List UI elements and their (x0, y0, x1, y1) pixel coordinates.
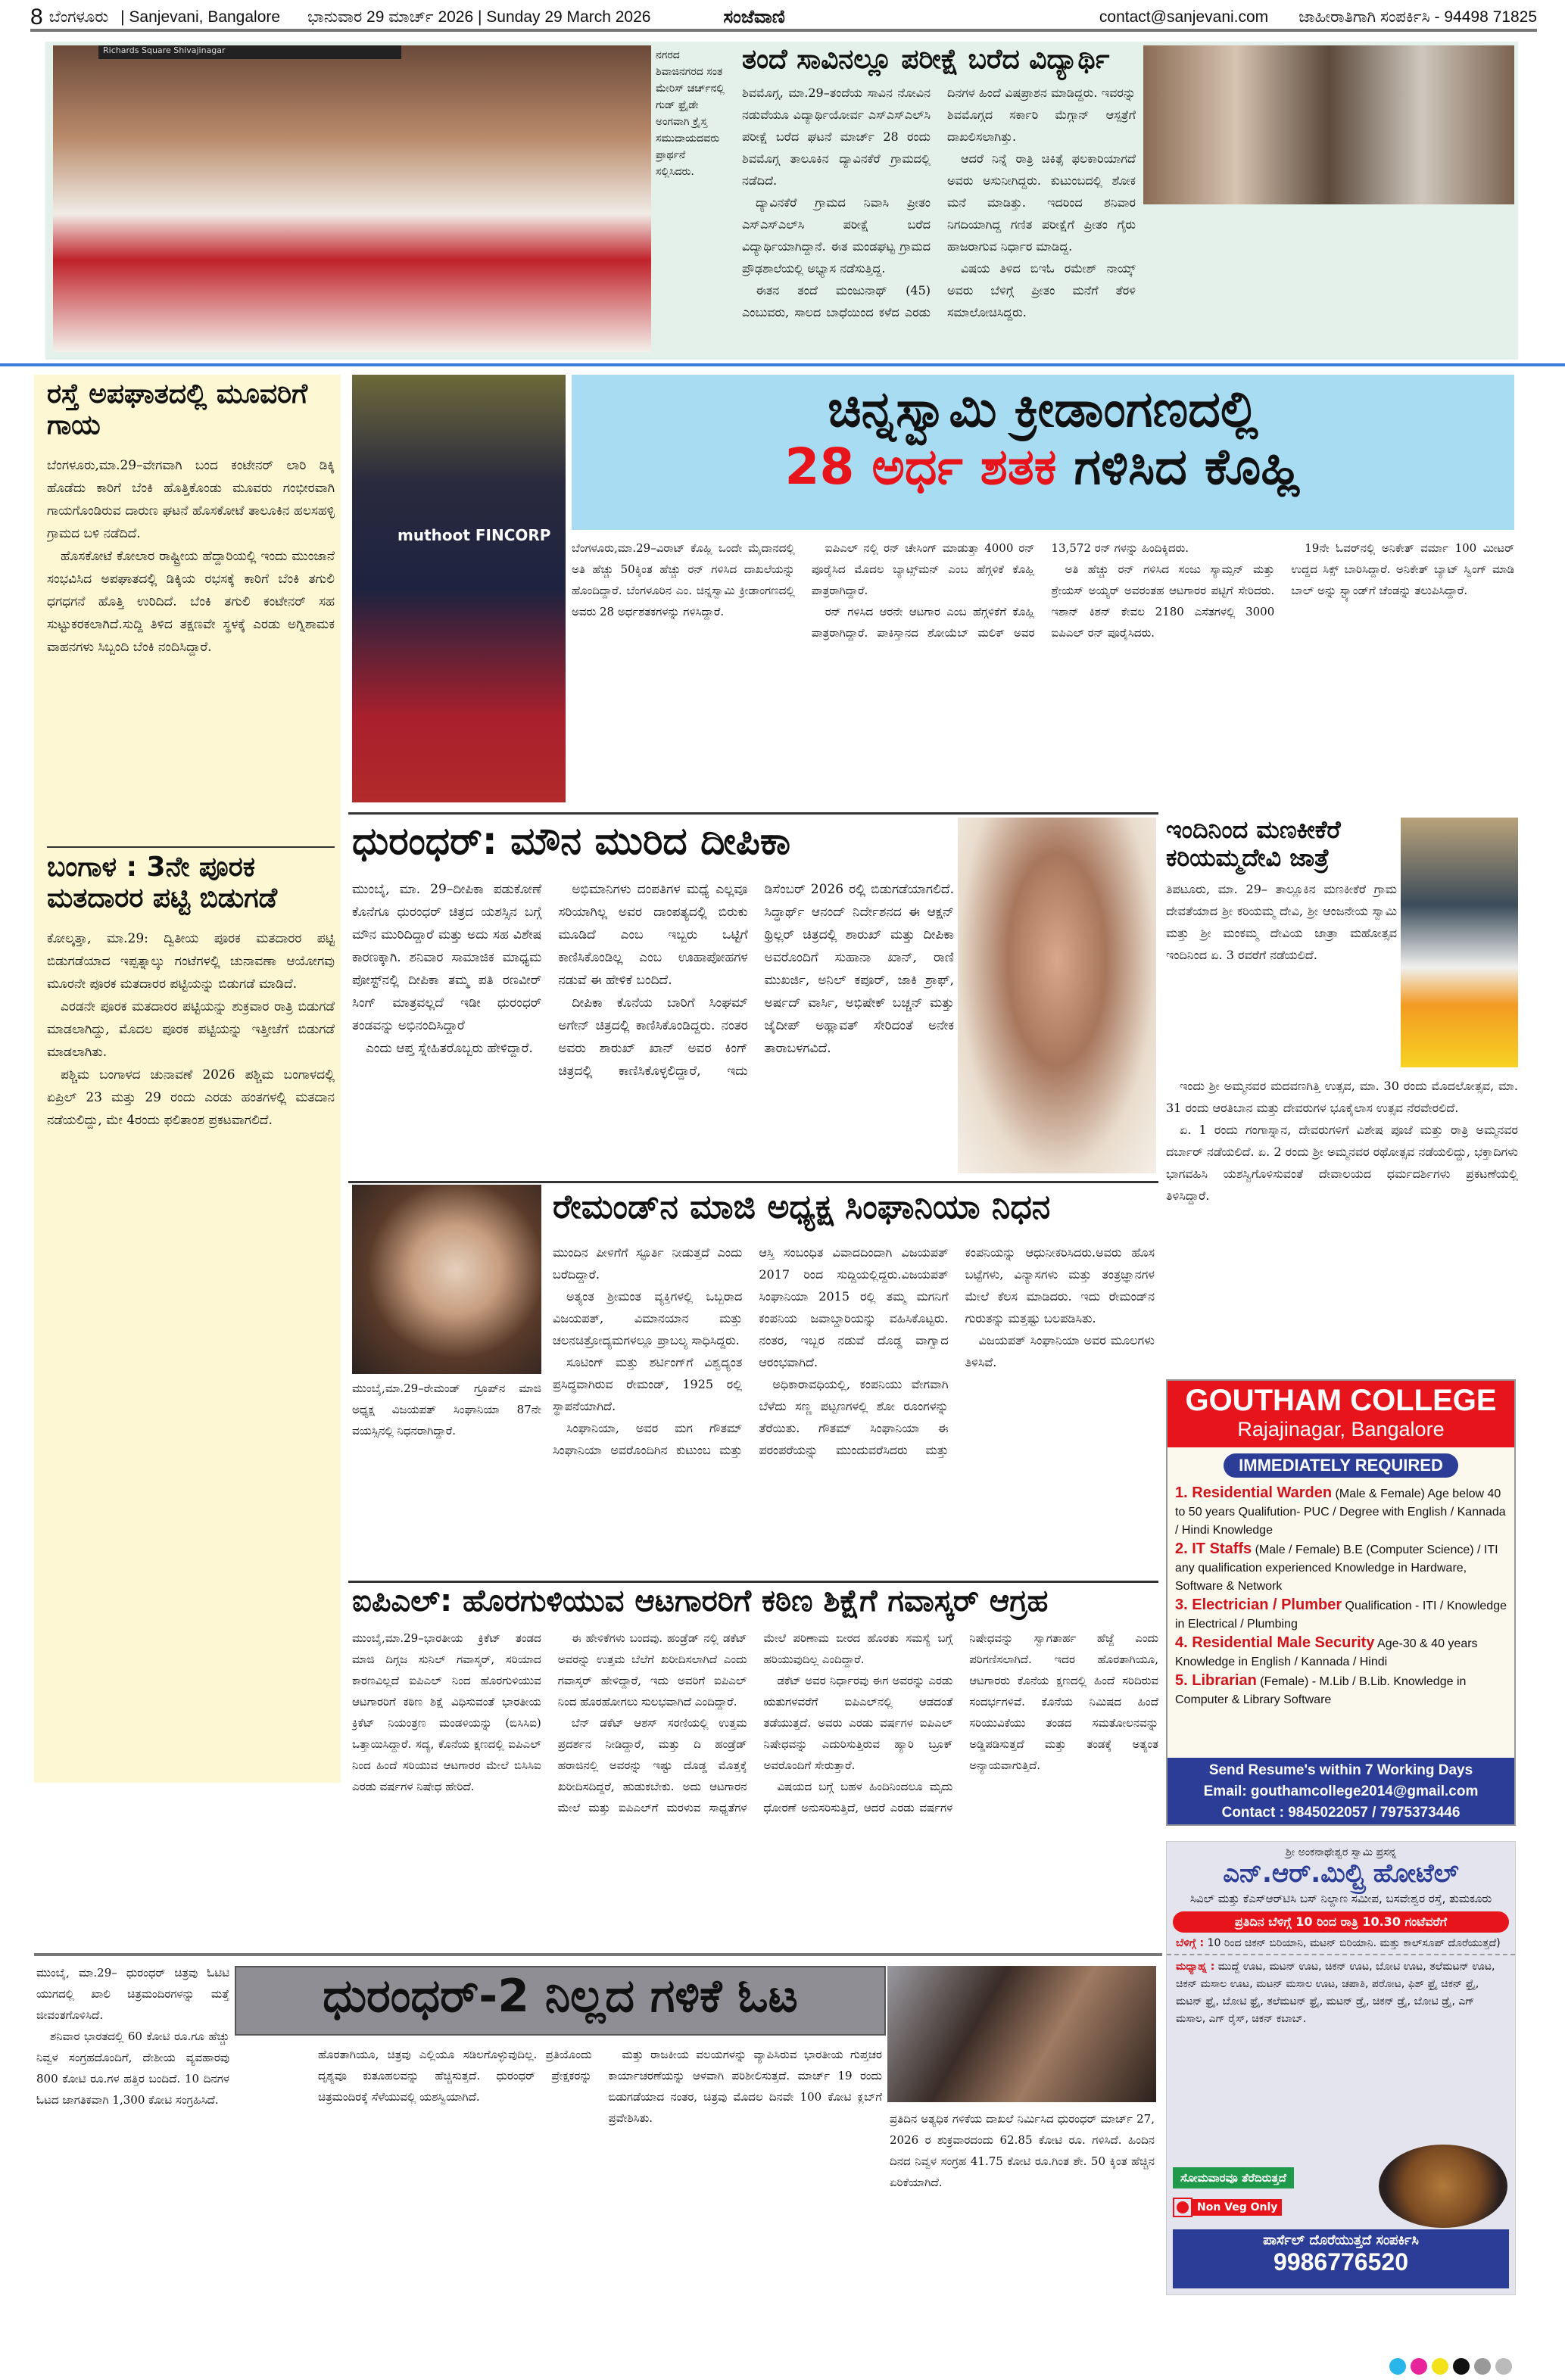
paragraph: ದೀಪಿಕಾ ಕೊನೆಯ ಬಾರಿಗೆ ಸಿಂಘಮ್ ಅಗೇನ್ ಚಿತ್ರದಲ್ಲಿ ಕಾಣಿಸಿಕೊಂಡಿದ್ದರು. ನಂತರ ಅವರು ಶಾರುಖ್ ಖಾನ್ ಅವರ ಕಿಂಗ್ ಚಿತ್ರದಲ್ಲಿ ಕಾಣಿಸಿಕೊಳ್ಳಲಿದ್ದಾರೆ, ಇದು ಡಿಸೆಂಬರ್ 2026 ರಲ್ಲಿ ಬಿಡುಗಡೆಯಾಗಲಿದೆ. ಸಿದ್ಧಾರ್ಥ್ ಆನಂದ್ ನಿರ್ದೇಶನದ ಈ ಆಕ್ಷನ್ ಥ್ರಿಲ್ಲರ್ ಚಿತ್ರದಲ್ಲಿ ಶಾರುಖ್ ಮತ್ತು ದೀಪಿಕಾ ಅವರೊಂದಿಗೆ ಸುಹಾನಾ ಖಾನ್, ರಾಣಿ ಮುಖರ್ಜಿ, ಅನಿಲ್ ಕಪೂರ್, ಜಾಕಿ ಶ್ರಾಫ್, ಅರ್ಷದ್ ವಾರ್ಸಿ, ಅಭಿಷೇಕ್ ಬಚ್ಚನ್ ಮತ್ತು ಜೈದೀಪ್ ಅಹ್ಲಾವತ್ ಸೇರಿದಂತೆ ಅನೇಕ ತಾರಾಬಳಗವಿದೆ. (558, 882, 954, 1079)
deepika-article (352, 878, 954, 1177)
raymond-caption: ಮುಂಬೈ,ಮಾ.29–ರೇಮಂಡ್ ಗ್ರೂಪ್‌ನ ಮಾಜಿ ಅಧ್ಯಕ್ಷ ವಿಜಯಪತ್ ಸಿಂಘಾನಿಯಾ 87ನೇ ವಯಸ್ಸಿನಲ್ಲಿ ನಿಧನರಾಗಿದ್ದಾರೆ. (352, 1382, 541, 1438)
student-article (742, 82, 1136, 354)
paragraph: ಮುಂಬೈ,ಮಾ.29–ಭಾರತೀಯ ಕ್ರಿಕೆಟ್ ತಂಡದ ಮಾಜಿ ದಿಗ್ಗಜ ಸುನಿಲ್ ಗವಾಸ್ಕರ್, ಸರಿಯಾದ ಕಾರಣವಿಲ್ಲದೆ ಐಪಿಎಲ್ ನಿಂದ ಹೊರಗುಳಿಯುವ ಆಟಗಾರರಿಗೆ ಕಠಿಣ ಶಿಕ್ಷೆ ವಿಧಿಸುವಂತೆ ಭಾರತೀಯ ಕ್ರಿಕೆಟ್ ನಿಯಂತ್ರಣ ಮಂಡಳಿಯನ್ನು (ಬಿಸಿಸಿಐ) ಒತ್ತಾಯಿಸಿದ್ದಾರೆ. ಸದ್ಯ, ಕೊನೆಯ ಕ್ಷಣದಲ್ಲಿ ಐಪಿಎಲ್ ನಿಂದ ಹಿಂದೆ ಸರಿಯುವ ಆಟಗಾರರ ಮೇಲೆ ಬಿಸಿಸಿಐ ಎರಡು ವರ್ಷಗಳ ನಿಷೇಧ ಹೇರಿದೆ. (352, 1631, 541, 1793)
dhurandhar2-headline-box (235, 1966, 886, 2036)
masthead-logo: ಸಂಜೆವಾಣಿ (723, 7, 785, 27)
paragraph: ವಿಷಯ ತಿಳಿದ ಬಿಇಓ ರಮೇಶ್ ನಾಯ್ಕ್ ಅವರು ಬೆಳಿಗ್ಗೆ ಪ್ರೀತಂ ಮನೆಗೆ ತೆರಳಿ ಸಮಾಲೋಚಿಸಿದ್ದರು. (947, 261, 1136, 319)
paragraph: ಬೆನ್ ಡಕೆಟ್ ಆಶಸ್ ಸರಣಿಯಲ್ಲಿ ಉತ್ತಮ ಪ್ರದರ್ಶನ ನೀಡಿದ್ದಾರೆ, ಮತ್ತು ದಿ ಹಂಡ್ರೆಡ್ ಹರಾಜಿನಲ್ಲಿ ಅವರನ್ನು ಇಷ್ಟು ದೊಡ್ಡ ಮೊತ್ತಕ್ಕೆ ಖರೀದಿಸದಿದ್ದರೆ, ಹುಡುಕಬೇಕು. ಅದು ಆಟಗಾರನ ಮೇಲೆ ಮತ್ತು ಐಪಿಎಲ್‌ಗೆ ಮರಳುವ ಸಾಧ್ಯತೆಗಳ ಮೇಲೆ ಪರಿಣಾಮ ಬೀರದ ಹೊರತು ಸಮಸ್ಯೆ ಬಗ್ಗೆ ಹರಿಯುವುದಿಲ್ಲ ಎಂದಿದ್ದಾರೆ. (557, 1631, 953, 1815)
ad-email[interactable]: Email: gouthamcollege2014@gmail.com (1203, 1783, 1479, 1799)
ad-badge: IMMEDIATELY REQUIRED (1224, 1453, 1458, 1478)
dhurandhar2-lead (36, 1962, 229, 2303)
ad-title: GOUTHAM COLLEGE (1185, 1384, 1497, 1417)
paragraph: ಸಿಂಘಾನಿಯಾ, ಅವರ ಮಗ ಗೌತಮ್ ಸಿಂಘಾನಿಯಾ ಅವರೊಂದಿಗಿನ ಕುಟುಂಬ ಮತ್ತು ಆಸ್ತಿ ಸಂಬಂಧಿತ ವಿವಾದದಿಂದಾಗಿ ವಿಜಯಪತ್ 2017 ರಿಂದ ಸುದ್ದಿಯಲ್ಲಿದ್ದರು.ವಿಜಯಪತ್ ಸಿಂಘಾನಿಯಾ 2015 ರಲ್ಲಿ ತಮ್ಮ ಮಗನಿಗೆ ಕಂಪನಿಯ ಜವಾಬ್ದಾರಿಯನ್ನು ವಹಿಸಿಕೊಟ್ಟರು. ನಂತರ, ಇಬ್ಬರ ನಡುವೆ ದೊಡ್ಡ ವಾಗ್ವಾದ ಆರಂಭವಾಗಿದೆ. (553, 1245, 949, 1457)
hotel-blessing: ಶ್ರೀ ಅಂಕನಾಥೇಶ್ವರ ಸ್ವಾಮಿ ಪ್ರಸನ್ನ (1285, 1846, 1397, 1858)
paragraph: ಅತ್ಯಂತ ಶ್ರೀಮಂತ ವ್ಯಕ್ತಿಗಳಲ್ಲಿ ಒಬ್ಬರಾದ ವಿಜಯಪತ್, ವಿಮಾನಯಾನ ಮತ್ತು ಚಲನಚಿತ್ರೋದ್ಯಮಗಳಲ್ಲೂ ಪ್ರಾಬಲ್ಯ ಸಾಧಿಸಿದ್ದರು. (553, 1289, 743, 1347)
paragraph: ಮುಂಬೈ, ಮಾ. 29–ದೀಪಿಕಾ ಪಡುಕೋಣೆ ಕೊನೆಗೂ ಧುರಂಧರ್ ಚಿತ್ರದ ಯಶಸ್ಸಿನ ಬಗ್ಗೆ ಮೌನ ಮುರಿದಿದ್ದಾರೆ ಮತ್ತು ಅದು ಸಹ ವಿಶೇಷ ಕಾರಣಕ್ಕಾಗಿ. ಶನಿವಾರ ಸಾಮಾಜಿಕ ಮಾಧ್ಯಮ ಪೋಸ್ಟ್‌ನಲ್ಲಿ ದೀಪಿಕಾ ತಮ್ಮ ಪತಿ ರಣವೀರ್ ಸಿಂಗ್ ಮಾತ್ರವಲ್ಲದೆ ಇಡೀ ಧುರಂಧರ್ ತಂಡವನ್ನು ಅಭಿನಂದಿಸಿದ್ದಾರೆ (352, 882, 542, 1033)
paragraph: ಮುಂದಿನ ಪೀಳಿಗೆಗೆ ಸ್ಫೂರ್ತಿ ನೀಡುತ್ತದೆ ಎಂದು ಬರೆದಿದ್ದಾರೆ. (553, 1245, 743, 1282)
paragraph: ಕೋಲ್ಕತ್ತಾ, ಮಾ.29: ದ್ವಿತೀಯ ಪೂರಕ ಮತದಾರರ ಪಟ್ಟಿ ಬಿಡುಗಡೆಯಾದ ಇಪ್ಪತ್ನಾಲ್ಕು ಗಂಟೆಗಳಲ್ಲಿ ಚುನಾವಣಾ ಆಯೋಗವು ಮೂರನೇ ಪೂರಕ ಮತದಾರರ ಪಟ್ಟಿಯನ್ನು ಬಿಡುಗಡೆ ಮಾಡಿದೆ. (47, 931, 335, 992)
paragraph: ಪ್ರತಿದಿನ ಅತ್ಯಧಿಕ ಗಳಿಕೆಯ ದಾಖಲೆ ನಿರ್ಮಿಸಿದ ಧುರಂಧರ್ ಮಾರ್ಚ್ 27, 2026 ರ ಶುಕ್ರವಾರದಂದು 62.85 ಕೋಟಿ ರೂ. ಗಳಿಸಿದೆ. ಹಿಂದಿನ ದಿನದ ನಿವ್ವಳ ಸಂಗ್ರಹ 41.75 ಕೋಟಿ ರೂ.ಗಿಂತ ಶೇ. 50 ಕ್ಕಿಂತ ಹೆಚ್ಚಿನ ಏರಿಕೆಯಾಗಿದೆ. (890, 2112, 1155, 2189)
hotel-parcel: ಪಾರ್ಸೆಲ್ ದೊರೆಯುತ್ತದೆ ಸಂಪರ್ಕಿಸಿ (1263, 2232, 1419, 2248)
paragraph: ಎರಡನೇ ಪೂರಕ ಮತದಾರರ ಪಟ್ಟಿಯನ್ನು ಶುಕ್ರವಾರ ರಾತ್ರಿ ಬಿಡುಗಡೆ ಮಾಡಲಾಗಿದ್ದು, ಮೊದಲ ಪೂರಕ ಪಟ್ಟಿಯನ್ನು ಇತ್ತೀಚೆಗೆ ಬಿಡುಗಡೆ ಮಾಡಲಾಗಿತು. (47, 999, 335, 1060)
bengal-article (47, 927, 335, 1775)
paragraph: ಇಂದು ಶ್ರೀ ಅಮ್ಮನವರ ಮದವಣಗಿತ್ತಿ ಉತ್ಸವ, ಮಾ. 30 ರಂದು ಮೊದಲೋತ್ಸವ, ಮಾ. 31 ರಂದು ಆರತಿಬಾನ ಮತ್ತು ದೇವರುಗಳ ಭೂಕೈಲಾಸ ಉತ್ಸವ ನೆರವೇರಲಿದೆ. (1166, 1079, 1518, 1115)
kohli-photo (352, 375, 566, 802)
paragraph: ಈ ಹೇಳಿಕೆಗಳು ಬಂದವು. ಹಂಡ್ರೆಡ್ ನಲ್ಲಿ ಡಕೆಟ್ ಅವರನ್ನು ಉತ್ತಮ ಬೆಲೆಗೆ ಖರೀದಿಸಲಾಗಿದೆ ಎಂದು ಗವಾಸ್ಕರ್ ಹೇಳಿದ್ದಾರೆ, ಇದು ಅವರಿಗೆ ಐಪಿಎಲ್ ನಿಂದ ಹೊರಹೋಗಲು ಸುಲಭವಾಗಿದೆ ಎಂದಿದ್ದಾರೆ. (557, 1631, 747, 1709)
paragraph: ಪಶ್ಚಿಮ ಬಂಗಾಳದ ಚುನಾವಣೆ 2026 ಪಶ್ಚಿಮ ಬಂಗಾಳದಲ್ಲಿ ಏಪ್ರಿಲ್ 23 ಮತ್ತು 29 ರಂದು ಎರಡು ಹಂತಗಳಲ್ಲಿ ಮತದಾನ ನಡೆಯಲಿದ್ದು, ಮೇ 4ರಂದು ಫಲಿತಾಂಶ ಪ್ರಕಟವಾಗಲಿದೆ. (47, 1067, 335, 1128)
accident-article (47, 454, 335, 840)
hotel-morning: ಬೆಳಿಗ್ಗೆ : 10 ರಿಂದ ಚಿಕನ್ ಬಿರಿಯಾನಿ, ಮಟನ್ ಬಿರಿಯಾನಿ. ಮತ್ತು ಕಾಲ್‌ಸೂಪ್ ದೊರೆಯುತ್ತದೆ) (1167, 1936, 1515, 1955)
edition: | Sanjevani, Bangalore (120, 8, 281, 26)
position-item: 3. Electrician / Plumber Qualification - ITI / Knowledge in Electrical / Plumbing (1175, 1597, 1507, 1631)
paragraph: 19ನೇ ಓವರ್‌ನಲ್ಲಿ ಅನಿಕೇತ್ ವರ್ಮಾ 100 ಮೀಟರ್ ಉದ್ದದ ಸಿಕ್ಸ್ ಬಾರಿಸಿದ್ದಾರೆ. ಅನಿಕೇತ್ ಬ್ಯಾಟ್ ಸ್ವಿಂಗ್ ಮಾಡಿ ಬಾಲ್ ಅನ್ನು ಸ್ಟ್ಯಾಂಡ್‌ಗೆ ಚೆಂಡನ್ನು ತಲುಪಿಸಿದ್ದಾರೆ. (1291, 541, 1514, 597)
goutham-college-ad (1166, 1379, 1516, 1826)
paragraph: ಏ. 1 ರಂದು ಗಂಗಾಸ್ನಾನ, ದೇವರುಗಳಿಗೆ ವಿಶೇಷ ಪೂಜೆ ಮತ್ತು ರಾತ್ರಿ ಅಮ್ಮನವರ ದರ್ಬಾರ್ ನಡೆಯಲಿದೆ. ಏ. 2 ರಂದು ಶ್ರೀ ಅಮ್ಮನವರ ರಥೋತ್ಸವ ನಡೆಯಲಿದ್ದು, ಭಕ್ತಾದಿಗಳು ಭಾಗವಹಿಸಿ ಯಶಸ್ವಿಗೊಳಿಸುವಂತೆ ದೇವಾಲಯದ ಧರ್ಮದರ್ಶಿಗಳು ಪ್ರಕಟಣೆಯಲ್ಲಿ ತಿಳಿಸಿದ್ದಾರೆ. (1166, 1123, 1518, 1203)
ad-contact: ಜಾಹೀರಾತಿಗಾಗಿ ಸಂಪರ್ಕಿಸಿ - 94498 71825 (1298, 8, 1537, 26)
paragraph: ಐಪಿಎಲ್ ನಲ್ಲಿ ರನ್ ಚೇಸಿಂಗ್ ಮಾಡುತ್ತಾ 4000 ರನ್ ಪೂರೈಸಿದ ಮೊದಲ ಬ್ಯಾಟ್ಸ್‌ಮನ್ ಎಂಬ ಹೆಗ್ಗಳಿಕೆ ಕೊಹ್ಲಿ ಪಾತ್ರರಾಗಿದ್ದಾರೆ. (811, 541, 1035, 597)
hotel-timing: ಪ್ರತಿದಿನ ಬೆಳಿಗ್ಗೆ 10 ರಿಂದ ರಾತ್ರಿ 10.30 ಗಂಟೆವರೆಗೆ (1173, 1911, 1509, 1933)
kohli-headline-rest: ಗಳಿಸಿದ ಕೊಹ್ಲಿ (1074, 437, 1302, 496)
page-header (30, 6, 1537, 32)
paragraph: ಬೆಂಗಳೂರು,ಮಾ.29–ವಿರಾಟ್ ಕೊಹ್ಲಿ ಒಂದೇ ಮೈದಾನದಲ್ಲಿ ಅತಿ ಹೆಚ್ಚು 50ಕ್ಕಿಂತ ಹೆಚ್ಚು ರನ್ ಗಳಿಸಿದ ದಾಖಲೆಯನ್ನು ಹೊಂದಿದ್ದಾರೆ. ಬೆಂಗಳೂರಿನ ಎಂ. ಚಿನ್ನಸ್ವಾಮಿ ಕ್ರೀಡಾಂಗಣದಲ್ಲಿ ಅವರು 28 ಅರ್ಧಶತಕಗಳನ್ನು ಗಳಿಸಿದ್ದಾರೆ. (572, 541, 795, 618)
paragraph: ಮುಂಬೈ, ಮಾ.29– ಧುರಂಧರ್ ಚಿತ್ರವು ಓಟಿಟಿ ಯುಗದಲ್ಲಿ ಖಾಲಿ ಚಿತ್ರಮಂದಿರಗಳನ್ನು ಮತ್ತೆ ಜೀವಂತಗೊಳಿಸಿದೆ. (36, 1966, 229, 2022)
date: ಭಾನುವಾರ 29 ಮಾರ್ಚ್ 2026 | Sunday 29 March 2026 (307, 8, 651, 26)
hotel-address: ಸಿವಿಲ್ ಮತ್ತು ಕೆಎಸ್ಆರ್‌ಟಿಸಿ ಬಸ್ ನಿಲ್ದಾಣ ಸಮೀಪ, ಬಸವೇಶ್ವರ ರಸ್ತೆ, ತುಮಕೂರು (1189, 1892, 1492, 1905)
kohli-headline-box (572, 375, 1514, 530)
student-headline: ತಂದೆ ಸಾವಿನಲ್ಲೂ ಪರೀಕ್ಷೆ ಬರೆದ ವಿದ್ಯಾರ್ಥಿ (742, 44, 1110, 75)
paragraph: ಡಕೆಟ್ ಅವರ ನಿರ್ಧಾರವು ಈಗ ಅವರನ್ನು ಎರಡು ಋತುಗಳವರೆಗೆ ಐಪಿಎಲ್‌ನಲ್ಲಿ ಆಡದಂತೆ ತಡೆಯುತ್ತದೆ. ಅವರು ಎರಡು ವರ್ಷಗಳ ಐಪಿಎಲ್ ನಿಷೇಧವನ್ನು ಎದುರಿಸುತ್ತಿರುವ ಹ್ಯಾರಿ ಬ್ರೂಕ್ ಅವರೊಂದಿಗೆ ಸೇರುತ್ತಾರೆ. (763, 1674, 953, 1772)
position-item: 4. Residential Male Security Age-30 & 40 years Knowledge in English / Kannada / Hindi (1175, 1634, 1478, 1668)
ad-footer: Send Resume's within 7 Working Days (1208, 1762, 1473, 1778)
paragraph: ಶನಿವಾರ ಭಾರತದಲ್ಲಿ 60 ಕೋಟಿ ರೂ.ಗೂ ಹೆಚ್ಚು ನಿವ್ವಳ ಸಂಗ್ರಹದೊಂದಿಗೆ, ದೇಶೀಯ ವ್ಯವಹಾರವು 800 ಕೋಟಿ ರೂ.ಗಳ ಹತ್ತಿರ ಬಂದಿದೆ. 10 ದಿನಗಳ ಓಟದ ಜಾಗತಿಕವಾಗಿ 1,300 ಕೋಟಿ ಸಂಗ್ರಹಿಸಿದೆ. (36, 2030, 229, 2107)
contact-email[interactable]: contact@sanjevani.com (1099, 8, 1269, 26)
hotel-phone: 9986776520 (1274, 2248, 1408, 2276)
color-registration-marks (1389, 2358, 1512, 2375)
paragraph: ಆದರೆ ನಿನ್ನೆ ರಾತ್ರಿ ಚಿಕಿತ್ಸೆ ಫಲಕಾರಿಯಾಗದೆ ಅವರು ಅಸುನೀಗಿದ್ದರು. ಕುಟುಂಬದಲ್ಲಿ ಶೋಕ ಮನೆ ಮಾಡಿತ್ತು. ಇದರಿಂದ ಶನಿವಾರ ನಿಗದಿಯಾಗಿದ್ದ ಗಣಿತ ಪರೀಕ್ಷೆಗೆ ಪ್ರೀತಂ ಗೈರು ಹಾಜರಾಗುವ ನಿರ್ಧಾರ ಮಾಡಿದ್ದ. (947, 151, 1136, 254)
paragraph: ರನ್ ಗಳಿಸಿದ ಆರನೇ ಆಟಗಾರ ಎಂಬ ಹೆಗ್ಗಳಿಕೆಗೆ ಕೊಹ್ಲಿ ಪಾತ್ರರಾಗಿದ್ದಾರೆ. ಪಾಕಿಸ್ತಾನದ ಶೋಯೆಬ್ ಮಲಿಕ್ ಅವರ 13,572 ರನ್ ಗಳನ್ನು ಹಿಂದಿಕ್ಕಿದರು. (811, 541, 1189, 640)
paragraph: ಈತನ ತಂದೆ ಮಂಜುನಾಥ್ (45) ಎಂಬುವರು, ಸಾಲದ ಬಾಧೆಯಿಂದ ಕಳೆದ ಎರಡು ದಿನಗಳ ಹಿಂದೆ ವಿಷಪ್ರಾಶನ ಮಾಡಿದ್ದರು. ಇವರನ್ನು ಶಿವಮೊಗ್ಗದ ಸರ್ಕಾರಿ ಮೆಗ್ಗಾನ್ ಆಸ್ಪತ್ರೆಗೆ ದಾಖಲಿಸಲಾಗಿತ್ತು. (742, 86, 1136, 319)
paragraph: ಅಧಿಕಾರಾವಧಿಯಲ್ಲಿ, ಕಂಪನಿಯು ವೇಗವಾಗಿ ಬೆಳೆದು ಸಣ್ಣ ಪಟ್ಟಣಗಳಲ್ಲಿ ಶೋ ರೂಂಗಳನ್ನು ತೆರೆಯಿತು. ಗೌತಮ್ ಸಿಂಘಾನಿಯಾ ಈ ಪರಂಪರೆಯನ್ನು ಮುಂದುವರೆಸಿದರು ಮತ್ತು ಕಂಪನಿಯನ್ನು ಆಧುನೀಕರಿಸಿದರು.ಅವರು ಹೊಸ ಬಟ್ಟೆಗಳು, ವಿನ್ಯಾಸಗಳು ಮತ್ತು ತಂತ್ರಜ್ಞಾನಗಳ ಮೇಲೆ ಕೆಲಸ ಮಾಡಿದರು. ಇದು ರೇಮಂಡ್‌ನ ಗುರುತನ್ನು ಮತ್ತಷ್ಟು ಬಲಪಡಿಸಿತು. (759, 1245, 1155, 1457)
paragraph: ಹೊರತಾಗಿಯೂ, ಚಿತ್ರವು ಎಲ್ಲಿಯೂ ಸಡಿಲಗೊಳ್ಳುವುದಿಲ್ಲ. ಪ್ರತಿಯೊಂದು ದೃಶ್ಯವೂ ಕುತೂಹಲವನ್ನು ಹೆಚ್ಚಿಸುತ್ತದೆ. ಧುರಂಧರ್ ಪ್ರೇಕ್ಷಕರನ್ನು ಚಿತ್ರಮಂದಿರಕ್ಕೆ ಸೆಳೆಯುವಲ್ಲಿ ಯಶಸ್ವಿಯಾಗಿದೆ. (318, 2048, 592, 2104)
kohli-article (572, 537, 1514, 802)
paragraph: ಅಭಿಮಾನಿಗಳು ದಂಪತಿಗಳ ಮಧ್ಯೆ ಎಲ್ಲವೂ ಸರಿಯಾಗಿಲ್ಲ ಅವರ ದಾಂಪತ್ಯದಲ್ಲಿ ಬಿರುಕು ಮೂಡಿದೆ ಎಂಬ ಇಬ್ಬರು ಒಟ್ಟಿಗೆ ಕಾಣಿಸಿಕೊಂಡಿಲ್ಲ ಎಂಬ ಊಹಾಪೋಹಗಳ ನಡುವೆ ಈ ಹೇಳಿಕೆ ಬಂದಿದೆ. (558, 882, 748, 988)
food-plate-image (1379, 2145, 1507, 2228)
paragraph: ತಿಪಟೂರು, ಮಾ. 29– ತಾಲ್ಲೂಕಿನ ಮಣಕೀಕೆರೆ ಗ್ರಾಮ ದೇವತೆಯಾದ ಶ್ರೀ ಕರಿಯಮ್ಮ ದೇವಿ, ಶ್ರೀ ಆಂಜನೇಯ ಸ್ವಾಮಿ ಮತ್ತು ಶ್ರೀ ಮಂಕಮ್ಮ ದೇವಿಯ ಜಾತ್ರಾ ಮಹೋತ್ಸವ ಇಂದಿನಿಂದ ಏ. 3 ರವರೆಗೆ ನಡೆಯಲಿದೆ. (1166, 882, 1397, 962)
accident-headline: ರಸ್ತೆ ಅಪಘಾತದಲ್ಲಿ ಮೂವರಿಗೆ ಗಾಯ (47, 378, 308, 441)
nonveg-badge: Non Veg Only (1173, 2198, 1282, 2217)
jersey-sponsor: muthoot FINCORP (397, 526, 551, 544)
photo-banner: Richards Square Shivajinagar (98, 45, 401, 59)
dhurandhar2-article-2 (890, 2108, 1155, 2193)
gavaskar-article (352, 1628, 1158, 1945)
paragraph: ಮತ್ತು ರಾಜಕೀಯ ವಲಯಗಳನ್ನು ವ್ಯಾಪಿಸಿರುವ ಭಾರತೀಯ ಗುಪ್ತಚರ ಕಾರ್ಯಾಚರಣೆಯನ್ನು ಆಳವಾಗಿ ಪರಿಶೀಲಿಸುತ್ತದೆ. ಮಾರ್ಚ್ 19 ರಂದು ಬಿಡುಗಡೆಯಾದ ನಂತರ, ಚಿತ್ರವು ಮೊದಲ ದಿನವೇ 100 ಕೋಟಿ ಕ್ಲಬ್‌ಗೆ ಪ್ರವೇಶಿಸಿತು. (608, 2048, 882, 2125)
goddess-photo (1401, 818, 1518, 1067)
paragraph: ವಿಷಯದ ಬಗ್ಗೆ ಬಹಳ ಹಿಂದಿನಿಂದಲೂ ಮೃದು ಧೋರಣೆ ಅನುಸರಿಸುತ್ತಿದೆ, ಆದರೆ ಎರಡು ವರ್ಷಗಳ ನಿಷೇಧವನ್ನು ಸ್ವಾಗತಾರ್ಹ ಹೆಜ್ಜೆ ಎಂದು ಪರಿಗಣಿಸಲಾಗಿದೆ. ಇದರ ಹೊರತಾಗಿಯೂ, ಆಟಗಾರರು ಕೊನೆಯ ಕ್ಷಣದಲ್ಲಿ ಹಿಂದೆ ಸರಿದಿರುವ ಸಂದರ್ಭಗಳಿವೆ. ಕೊನೆಯ ನಿಮಿಷದ ಹಿಂದೆ ಸರಿಯುವಿಕೆಯು ತಂಡದ ಸಮತೋಲನವನ್ನು ಅಡ್ಡಿಪಡಿಸುತ್ತದೆ ಮತ್ತು ತಂಡಕ್ಕೆ ಅತ್ಯಂತ ಅನ್ಯಾಯವಾಗುತ್ತಿದೆ. (763, 1631, 1158, 1815)
good-friday-photo (53, 45, 651, 352)
student-family-photo (1143, 45, 1514, 204)
deepika-photo (958, 818, 1156, 1173)
ranveer-photo (887, 1966, 1156, 2102)
dhurandhar2-headline: ಧುರಂಧರ್-2 ನಿಲ್ಲದ ಗಳಿಕೆ ಓಟ (323, 1970, 798, 2023)
paragraph: ಸೂಟಿಂಗ್ ಮತ್ತು ಶರ್ಟಿಂಗ್‌ಗೆ ವಿಶ್ವದ್ಯಂತ ಪ್ರಸಿದ್ಧವಾಗಿರುವ ರೇಮಂಡ್, 1925 ರಲ್ಲಿ ಸ್ಥಾಪನೆಯಾಗಿದೆ. (553, 1355, 743, 1413)
hotel-lunch: ಮಧ್ಯಾಹ್ನ : ಮುದ್ದೆ ಊಟ, ಮಟನ್ ಊಟ, ಚಿಕನ್ ಊಟ, ಬೋಟಿ ಊಟ, ತಲೆಮಟನ್ ಊಟ, ಚಿಕನ್ ಮಸಾಲ ಊಟ, ಮಟನ್ ಮಸಾಲ ಊಟ, ಚಪಾತಿ, ಪರೋಟ, ಫಿಶ್ ಫ್ರೈ ಚಿಕನ್ ಫ್ರೈ, ಮಟನ್ ಫ್ರೈ, ಬೋಟಿ ಫ್ರೈ, ತಲೆಮಟನ್ ಫ್ರೈ, ಮಟನ್ ಡ್ರೈ, ಚಿಕನ್ ಡ್ರೈ, ಬೋಟಿ ಡ್ರೈ, ಎಗ್ ಮಸಾಲ, ಎಗ್ ರೈಸ್, ಚಿಕನ್ ಕಬಾಬ್. (1176, 1961, 1495, 2025)
position-item: 1. Residential Warden (Male & Female) Age below 40 to 50 years Qualifution- PUC / Degree with English / Kannada / Hindi Knowledge (1175, 1484, 1506, 1537)
paragraph: ಅತಿ ಹೆಚ್ಚು ರನ್ ಗಳಿಸಿದ ಸಂಜು ಸ್ಯಾಮ್ಸನ್ ಮತ್ತು ಶ್ರೇಯಸ್ ಅಯ್ಯರ್ ಅವರಂತಹ ಆಟಗಾರರ ಪಟ್ಟಿಗೆ ಸೇರಿದರು. ಇಶಾನ್ ಕಿಶನ್ ಕೇವಲ 2180 ಎಸೆತಗಳಲ್ಲಿ 3000 ಐಪಿಎಲ್ ರನ್ ಪೂರೈಸಿದರು. (1051, 562, 1275, 640)
jatre-article-1 (1166, 878, 1397, 1071)
jatre-article-2 (1166, 1075, 1518, 1374)
photo-caption: ನಗರದ ಶಿವಾಜಿನಗರದ ಸಂತ ಮೇರಿಸ್ ಚರ್ಚ್‌ನಲ್ಲಿ ಗುಡ್ ಫ್ರೈಡೇ ಅಂಗವಾಗಿ ಕ್ರೈಸ್ತ ಸಮುದಾಯದವರು ಪ್ರಾರ್ಥನೆ ಸಲ್ಲಿಸಿದರು. (656, 49, 725, 178)
paragraph: ಎಂದು ಆಪ್ತ ಸ್ನೇಹಿತರೊಬ್ಬರು ಹೇಳಿದ್ದಾರೆ. (366, 1041, 533, 1056)
kohli-headline-line1: ಚಿನ್ನಸ್ವಾಮಿ ಕ್ರೀಡಾಂಗಣದಲ್ಲಿ (828, 380, 1258, 438)
position-item: 5. Librarian (Female) - M.Lib / B.Lib. Knowledge in Computer & Library Software (1175, 1672, 1467, 1706)
open-monday: ಸೋಮವಾರವೂ ತೆರೆದಿರುತ್ತದೆ (1173, 2167, 1294, 2188)
paragraph: ಬೆಂಗಳೂರು,ಮಾ.29–ವೇಗವಾಗಿ ಬಂದ ಕಂಟೇನರ್ ಲಾರಿ ಡಿಕ್ಕಿ ಹೊಡೆದು ಕಾರಿಗೆ ಬೆಂಕಿ ಹೊತ್ತಿಕೊಂಡು ಮೂವರು ಗಂಭೀರವಾಗಿ ಗಾಯಗೊಂಡಿರುವ ದಾರುಣ ಘಟನೆ ಹೊಸಕೋಟೆ ತಾಲೂಕಿನ ಹಲಸಹಳ್ಳಿ ಗ್ರಾಮದ ಬಳಿ ನಡೆದಿದೆ. (47, 458, 335, 541)
ad-location: Rajajinagar, Bangalore (1237, 1418, 1445, 1441)
singhania-photo (352, 1185, 541, 1374)
gavaskar-headline: ಐಪಿಎಲ್: ಹೊರಗುಳಿಯುವ ಆಟಗಾರರಿಗೆ ಕಠಿಣ ಶಿಕ್ಷೆಗೆ ಗವಾಸ್ಕರ್ ಆಗ್ರಹ (352, 1584, 1049, 1618)
dhurandhar2-article (318, 2044, 882, 2301)
paragraph: ಶಿವಮೊಗ್ಗ, ಮಾ.29–ತಂದೆಯ ಸಾವಿನ ನೋವಿನ ನಡುವೆಯೂ ವಿದ್ಯಾರ್ಥಿಯೋರ್ವ ಎಸ್‌ಎಸ್‌ಎಲ್‌ಸಿ ಪರೀಕ್ಷೆ ಬರೆದ ಘಟನೆ ಮಾರ್ಚ್ 28 ರಂದು ಶಿವಮೊಗ್ಗ ತಾಲೂಕಿನ ದ್ಯಾವಿನಕೆರೆ ಗ್ರಾಮದಲ್ಲಿ ನಡೆದಿದೆ. (742, 86, 931, 188)
deepika-headline: ಧುರಂಧರ್: ಮೌನ ಮುರಿದ ದೀಪಿಕಾ (352, 819, 790, 863)
city: ಬೆಂಗಳೂರು (48, 8, 109, 26)
bengal-headline: ಬಂಗಾಳ : 3ನೇ ಪೂರಕ ಮತದಾರರ ಪಟ್ಟಿ ಬಿಡುಗಡೆ (47, 852, 278, 914)
position-item: 2. IT Staffs (Male / Female) B.E (Computer Science) / ITI any qualification experienced Knowledge in Hardware, Software & Network (1175, 1540, 1498, 1593)
section-divider (0, 363, 1565, 366)
page-number: 8 (30, 5, 43, 30)
position-list (1168, 1484, 1514, 1709)
paragraph: ದ್ಯಾವಿನಕೆರೆ ಗ್ರಾಮದ ನಿವಾಸಿ ಪ್ರೀತಂ ಎಸ್‌ಎಸ್‌ಎಲ್‌ಸಿ ಪರೀಕ್ಷೆ ಬರೆದ ವಿದ್ಯಾರ್ಥಿಯಾಗಿದ್ದಾನೆ. ಈತ ಮಂಡಘಟ್ಟ ಗ್ರಾಮದ ಪ್ರೌಢಶಾಲೆಯಲ್ಲಿ ಅಭ್ಯಾಸ ನಡೆಸುತ್ತಿದ್ದ. (742, 195, 931, 276)
paragraph: ಹೊಸಕೋಟೆ ಕೋಲಾರ ರಾಷ್ಟ್ರೀಯ ಹೆದ್ದಾರಿಯಲ್ಲಿ ಇಂದು ಮುಂಜಾನೆ ಸಂಭವಿಸಿದ ಅಪಘಾತದಲ್ಲಿ ಡಿಕ್ಕಿಯ ರಭಸಕ್ಕೆ ಕಾರಿಗೆ ಬೆಂಕಿ ತಗುಲಿ ಧಗಧಗನೆ ಹೊತ್ತಿ ಉರಿದಿದೆ. ಬೆಂಕಿ ತಗುಲಿ ಕಂಟೇನರ್ ಸಹ ಸುಟ್ಟುಕರಕಲಾಗಿದೆ.ಸುದ್ದಿ ತಿಳಿದ ತಕ್ಷಣವೇ ಸ್ಥಳಕ್ಕೆ ಎರಡು ಅಗ್ನಿಶಾಮಕ ವಾಹನಗಳು ಸಿಬ್ಬಂದಿ ಬೆಂಕಿ ನಂದಿಸಿದ್ದಾರೆ. (47, 549, 335, 655)
paragraph: ವಿಜಯಪತ್ ಸಿಂಘಾನಿಯಾ ಅವರ ಮೂಲಗಳು ತಿಳಿಸಿವೆ. (965, 1333, 1155, 1369)
nonveg-icon (1173, 2198, 1192, 2217)
hotel-name: ಎನ್.ಆರ್.ಮಿಲ್ಟ್ರಿ ಹೋಟೆಲ್ (1223, 1858, 1459, 1889)
kohli-headline-red: 28 ಅರ್ಧ ಶತಕ (784, 437, 1057, 496)
raymond-headline: ರೇಮಂಡ್‌ನ ಮಾಜಿ ಅಧ್ಯಕ್ಷ ಸಿಂಘಾನಿಯಾ ನಿಧನ (553, 1188, 1051, 1226)
raymond-article (553, 1241, 1155, 1575)
ad-contact: Contact : 9845022057 / 7975373446 (1221, 1805, 1461, 1821)
hotel-ad (1166, 1841, 1516, 2295)
jatre-headline: ಇಂದಿನಿಂದ ಮಣಕೀಕೆರೆ ಕರಿಯಮ್ಮದೇವಿ ಜಾತ್ರೆ (1166, 815, 1341, 872)
